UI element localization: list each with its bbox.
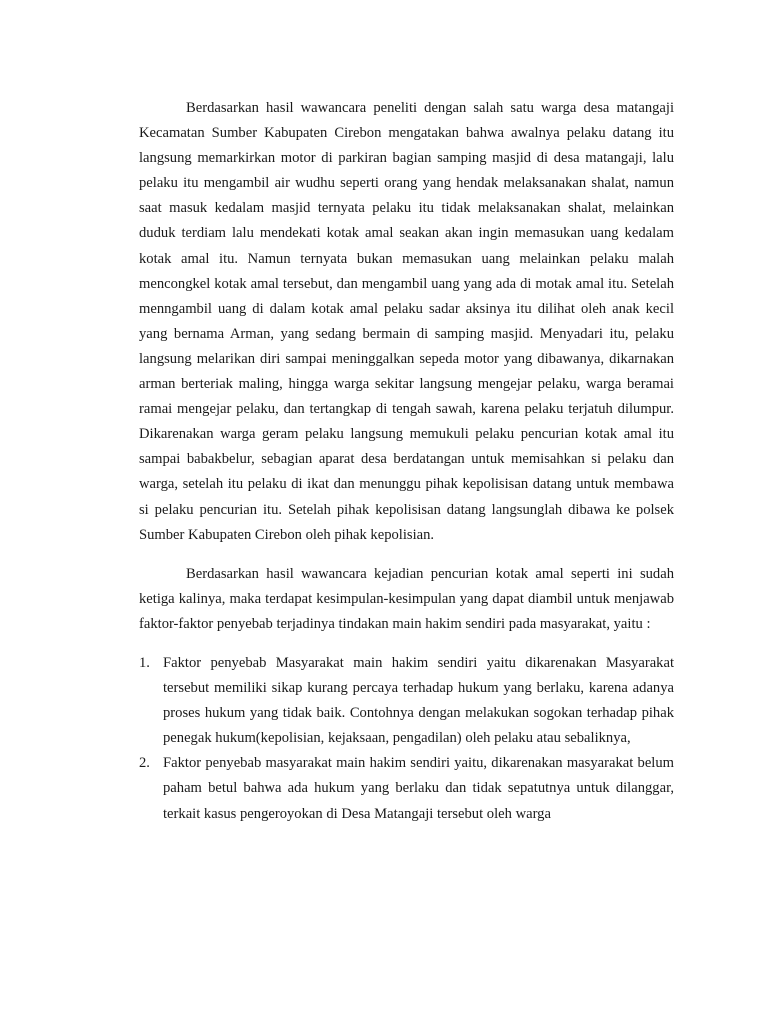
paragraph-interview-account: Berdasarkan hasil wawancara peneliti dengan salah satu warga desa matangaji Kecamatan Sumber Kabupaten Cirebon mengatakan bahwa awalnya pelaku datang itu langsung memarkirkan motor di parkiran bagian samping masjid di desa matangaji, lalu pelaku itu mengambil air wudhu seperti orang yang hendak melaksanakan shalat, namun saat masuk kedalam masjid ternyata pelaku itu tidak melaksanakan shalat, melainkan duduk terdiam lalu mendekati kotak amal seakan akan ingin memasukan uang kedalam kotak amal itu. Namun ternyata bukan memasukan uang melainkan pelaku malah mencongkel kotak amal tersebut, dan mengambil uang yang ada di motak amal itu. Setelah menngambil uang di dalam kotak amal pelaku sadar aksinya itu dilihat oleh anak kecil yang bernama Arman, yang sedang bermain di samping masjid. Menyadari itu, pelaku langsung melarikan diri sampai meninggalkan sepeda motor yang dibawanya, dikarnakan arman berteriak maling, hingga warga sekitar langsung mengejar pelaku, warga beramai ramai mengejar pelaku, dan tertangkap di tengah sawah, karena pelaku terjatuh dilumpur. Dikarenakan warga geram pelaku langsung memukuli pelaku pencurian kotak amal itu sampai babakbelur, sebagian aparat desa berdatangan untuk memisahkan si pelaku dan warga, setelah itu pelaku di ikat dan menunggu pihak kepolisisan datang untuk membawa si pelaku pencurian itu. Setelah pihak kepolisisan datang langsunglah dibawa ke polsek Sumber Kabupaten Cirebon oleh pihak kepolisian. xyxy=(139,100,674,543)
list-item-text: Faktor penyebab Masyarakat main hakim sendiri yaitu dikarenakan Masyarakat tersebut memiliki sikap kurang percaya terhadap hukum yang berlaku, karena adanya proses hukum yang tidak baik. Contohnya dengan melakukan sogokan terhadap pihak penegak hukum(kepolisian, kejaksaan, pengadilan) oleh pelaku atau sebaliknya, xyxy=(163,654,674,747)
paragraph-conclusion-intro: Berdasarkan hasil wawancara kejadian pencurian kotak amal seperti ini sudah ketiga kalinya, maka terdapat kesimpulan-kesimpulan yang dapat diambil untuk menjawab faktor-faktor penyebab terjadinya tindakan main hakim sendiri pada masyarakat, yaitu : xyxy=(139,565,674,632)
document-page xyxy=(139,96,674,827)
list-item-number: 1. xyxy=(139,654,150,671)
list-item xyxy=(139,751,674,826)
list-item-number: 2. xyxy=(139,755,150,772)
factor-list xyxy=(139,651,674,827)
list-item xyxy=(139,651,674,751)
list-item-text: Faktor penyebab masyarakat main hakim sendiri yaitu, dikarenakan masyarakat belum paham betul bahwa ada hukum yang berlaku dan tidak sepatutnya untuk dilanggar, terkait kasus pengeroyokan di Desa Matangaji tersebut oleh warga xyxy=(163,755,674,822)
